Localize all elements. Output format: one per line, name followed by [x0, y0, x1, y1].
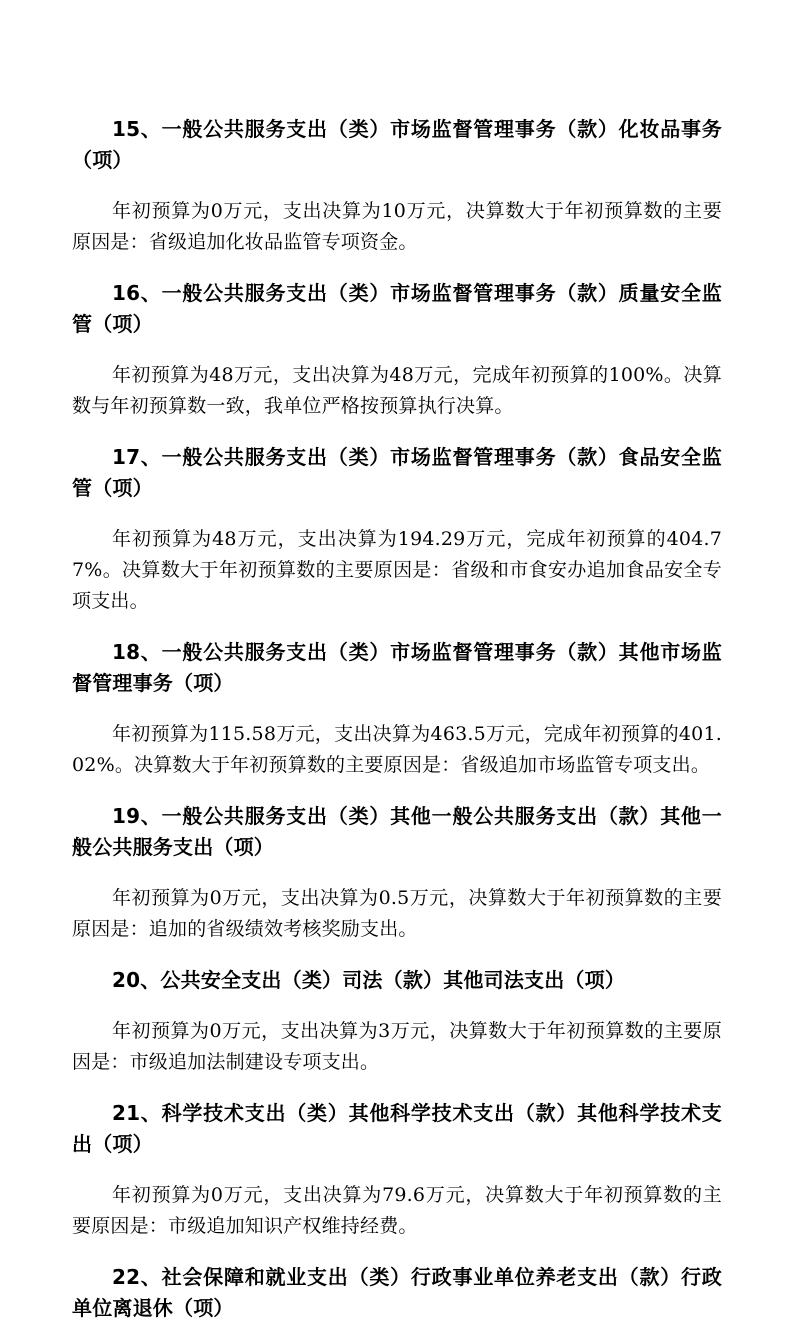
section-heading: 17、一般公共服务支出（类）市场监督管理事务（款）食品安全监管（项）: [72, 445, 722, 500]
document-page: [72, 94, 722, 1344]
section-15: [72, 114, 722, 258]
section-22: [72, 1262, 722, 1324]
section-body: 年初预算为48万元，支出决算为194.29万元，完成年初预算的404.77%。决算数大于年初预算数的主要原因是：省级和市食安办追加食品安全专项支出。: [72, 528, 722, 612]
section-heading: 21、科学技术支出（类）其他科学技术支出（款）其他科学技术支出（项）: [72, 1101, 722, 1156]
section-21: [72, 1098, 722, 1242]
section-16: [72, 278, 722, 422]
section-body: 年初预算为0万元，支出决算为79.6万元，决算数大于年初预算数的主要原因是：市级追加知识产权维持经费。: [72, 1184, 722, 1237]
section-19: [72, 801, 722, 945]
section-17: [72, 442, 722, 617]
section-body: 年初预算为115.58万元，支出决算为463.5万元，完成年初预算的401.02%。决算数大于年初预算数的主要原因是：省级追加市场监管专项支出。: [72, 723, 722, 776]
section-heading: 18、一般公共服务支出（类）市场监督管理事务（款）其他市场监督管理事务（项）: [72, 640, 722, 695]
section-body: 年初预算为48万元，支出决算为48万元，完成年初预算的100%。决算数与年初预算数一致，我单位严格按预算执行决算。: [72, 364, 722, 417]
section-heading: 16、一般公共服务支出（类）市场监督管理事务（款）质量安全监管（项）: [72, 281, 722, 336]
section-heading: 20、公共安全支出（类）司法（款）其他司法支出（项）: [112, 968, 626, 992]
section-heading: 19、一般公共服务支出（类）其他一般公共服务支出（款）其他一般公共服务支出（项）: [72, 804, 722, 859]
section-body: 年初预算为0万元，支出决算为10万元，决算数大于年初预算数的主要原因是：省级追加化妆品监管专项资金。: [72, 200, 722, 253]
section-heading: 22、社会保障和就业支出（类）行政事业单位养老支出（款）行政单位离退休（项）: [72, 1265, 722, 1320]
section-20: [72, 965, 722, 1078]
section-heading: 15、一般公共服务支出（类）市场监督管理事务（款）化妆品事务（项）: [72, 117, 722, 172]
section-body: 年初预算为0万元，支出决算为3万元，决算数大于年初预算数的主要原因是：市级追加法制建设专项支出。: [72, 1020, 722, 1073]
section-18: [72, 637, 722, 781]
section-body: 年初预算为0万元，支出决算为0.5万元，决算数大于年初预算数的主要原因是：追加的省级绩效考核奖励支出。: [72, 887, 722, 940]
